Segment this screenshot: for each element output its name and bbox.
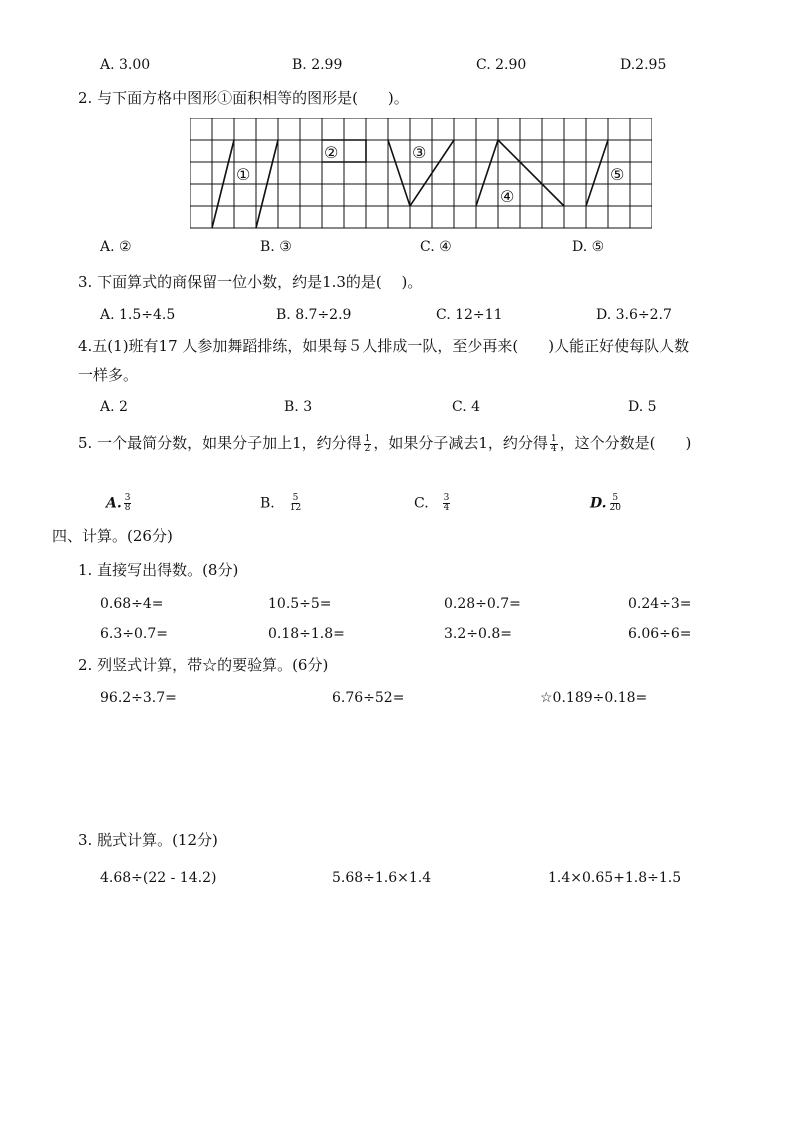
q4-option-d[interactable]: D. 5 [628, 399, 657, 415]
label-1: ① [236, 165, 251, 184]
q5-stem-part2: ，如果分子减去1，约分得 [373, 434, 548, 452]
q5-stem-part1: 5. 一个最简分数，如果分子加上1，约分得 [78, 434, 362, 452]
calc-1-4: 0.24÷3= [628, 596, 692, 612]
shape-5-edge [586, 140, 608, 206]
q5-option-c[interactable]: C. $\frac{3}{4}$ [414, 493, 450, 513]
q3-option-a[interactable]: A. 1.5÷4.5 [100, 307, 176, 323]
q5-option-d[interactable]: D. $\frac{5}{20}$ [590, 493, 621, 513]
q3-option-c[interactable]: C. 12÷11 [436, 307, 503, 323]
sub2-title: 2. 列竖式计算，带☆的要验算。(6分) [78, 656, 329, 674]
calc-2-4: 6.06÷6= [628, 626, 692, 642]
calc-2-2: 0.18÷1.8= [268, 626, 345, 642]
q5-fraction-1: $\frac{1}{2}$ [364, 433, 371, 454]
sub3-title: 3. 脱式计算。(12分) [78, 831, 218, 849]
q2-option-b[interactable]: B. ③ [260, 239, 292, 255]
q3-option-b[interactable]: B. 8.7÷2.9 [276, 307, 352, 323]
calc-1-1: 0.68÷4= [100, 596, 164, 612]
sub1-title: 1. 直接写出得数。(8分) [78, 561, 239, 579]
q2-option-d[interactable]: D. ⑤ [572, 239, 605, 255]
vertical-calc-1: 96.2÷3.7= [100, 690, 177, 706]
label-2: ② [324, 143, 339, 162]
q4-option-c[interactable]: C. 4 [452, 399, 481, 415]
q5-stem-part3: ，这个分数是( ) [559, 434, 692, 452]
q2-option-a[interactable]: A. ② [100, 239, 132, 255]
label-5: ⑤ [610, 165, 625, 184]
q4-option-b[interactable]: B. 3 [284, 399, 313, 415]
q1-option-a[interactable]: A. 3.00 [100, 57, 151, 73]
step-calc-3: 1.4×0.65+1.8÷1.5 [548, 870, 682, 886]
q5-fraction-2: $\frac{1}{4}$ [550, 433, 557, 454]
label-3: ③ [412, 143, 427, 162]
q1-option-c[interactable]: C. 2.90 [476, 57, 527, 73]
label-4: ④ [500, 187, 515, 206]
calc-2-1: 6.3÷0.7= [100, 626, 168, 642]
section-4-title: 四、计算。(26分) [52, 527, 173, 545]
calc-1-2: 10.5÷5= [268, 596, 332, 612]
q5-option-a[interactable]: A. $\frac{3}{8}$ [106, 493, 131, 513]
q2-grid-figure [190, 118, 652, 230]
q4-stem-line2: 一样多。 [78, 366, 139, 384]
q4-stem-line1: 4.五(1)班有17 人参加舞蹈排练，如果每５人排成一队，至少再来( )人能正好使每队人数 [78, 337, 690, 355]
grid-lines [190, 118, 652, 228]
q1-option-b[interactable]: B. 2.99 [292, 57, 343, 73]
calc-2-3: 3.2÷0.8= [444, 626, 512, 642]
q5-option-b[interactable]: B. $\frac{5}{12}$ [260, 493, 302, 513]
step-calc-2: 5.68÷1.6×1.4 [332, 870, 432, 886]
q3-option-d[interactable]: D. 3.6÷2.7 [596, 307, 672, 323]
q1-option-d[interactable]: D.2.95 [620, 57, 667, 73]
calc-1-3: 0.28÷0.7= [444, 596, 521, 612]
vertical-calc-2: 6.76÷52= [332, 690, 405, 706]
step-calc-1: 4.68÷(22 - 14.2) [100, 870, 217, 886]
q2-option-c[interactable]: C. ④ [420, 239, 452, 255]
q2-stem: 2. 与下面方格中图形①面积相等的图形是( )。 [78, 89, 409, 107]
q3-stem: 3. 下面算式的商保留一位小数，约是1.3的是( )。 [78, 273, 423, 291]
q4-option-a[interactable]: A. 2 [100, 399, 128, 415]
vertical-calc-3: ☆0.189÷0.18= [540, 690, 648, 706]
q5-stem [78, 434, 691, 454]
